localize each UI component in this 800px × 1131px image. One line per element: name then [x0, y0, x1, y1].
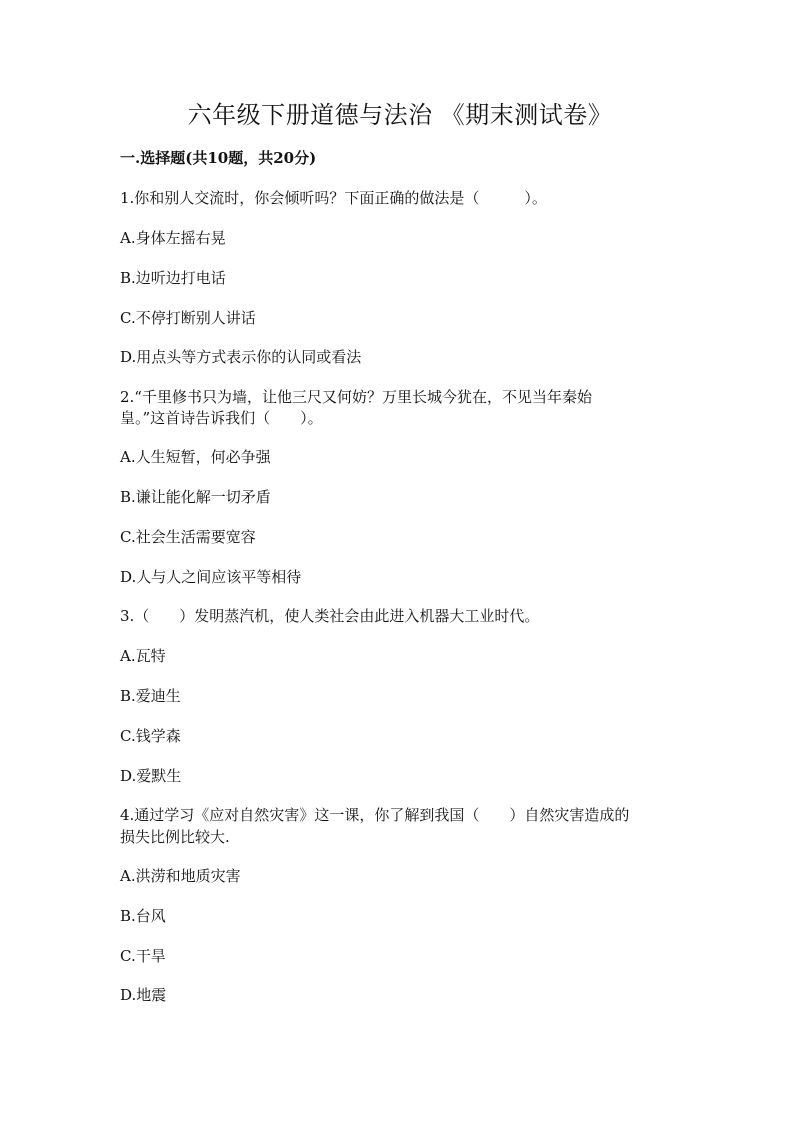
question-4-option-d: D.地震: [120, 986, 167, 1004]
question-3-option-d: D.爱默生: [120, 767, 182, 785]
question-1-option-d: D.用点头等方式表示你的认同或看法: [120, 348, 362, 366]
question-4-option-a: A.洪涝和地质灾害: [120, 867, 241, 885]
question-2-option-c: C.社会生活需要宽容: [120, 528, 256, 546]
question-3-option-a: A.瓦特: [120, 647, 166, 665]
question-1-option-a: A.身体左摇右晃: [120, 229, 226, 247]
question-4-stem-line-2: 损失比例比较大.: [120, 828, 230, 846]
question-2-option-a: A.人生短暂，何必争强: [120, 448, 271, 466]
question-1-option-c: C.不停打断别人讲话: [120, 309, 256, 327]
question-2-option-d: D.人与人之间应该平等相待: [120, 568, 302, 586]
question-3-option-c: C.钱学森: [120, 727, 181, 745]
question-4-option-b: B.台风: [120, 907, 166, 925]
question-1-stem: 1.你和别人交流时，你会倾听吗？下面正确的做法是（ ）。: [120, 189, 547, 207]
question-2-stem-line-2: 皇。”这首诗告诉我们（ ）。: [120, 409, 323, 427]
question-3-stem: 3.（ ）发明蒸汽机，使人类社会由此进入机器大工业时代。: [120, 607, 540, 625]
question-4-option-c: C.干旱: [120, 947, 166, 965]
question-2-option-b: B.谦让能化解一切矛盾: [120, 488, 271, 506]
question-2-stem-line-1: 2.“千里修书只为墙，让他三尺又何妨？万里长城今犹在，不见当年秦始: [120, 388, 592, 406]
page-title: 六年级下册道德与法治 《期末测试卷》: [187, 101, 613, 129]
question-4-stem-line-1: 4.通过学习《应对自然灾害》这一课，你了解到我国（ ）自然灾害造成的: [120, 806, 630, 824]
question-1-option-b: B.边听边打电话: [120, 269, 226, 287]
question-3-option-b: B.爱迪生: [120, 687, 181, 705]
section-heading: 一.选择题(共10题，共20分): [120, 149, 317, 167]
